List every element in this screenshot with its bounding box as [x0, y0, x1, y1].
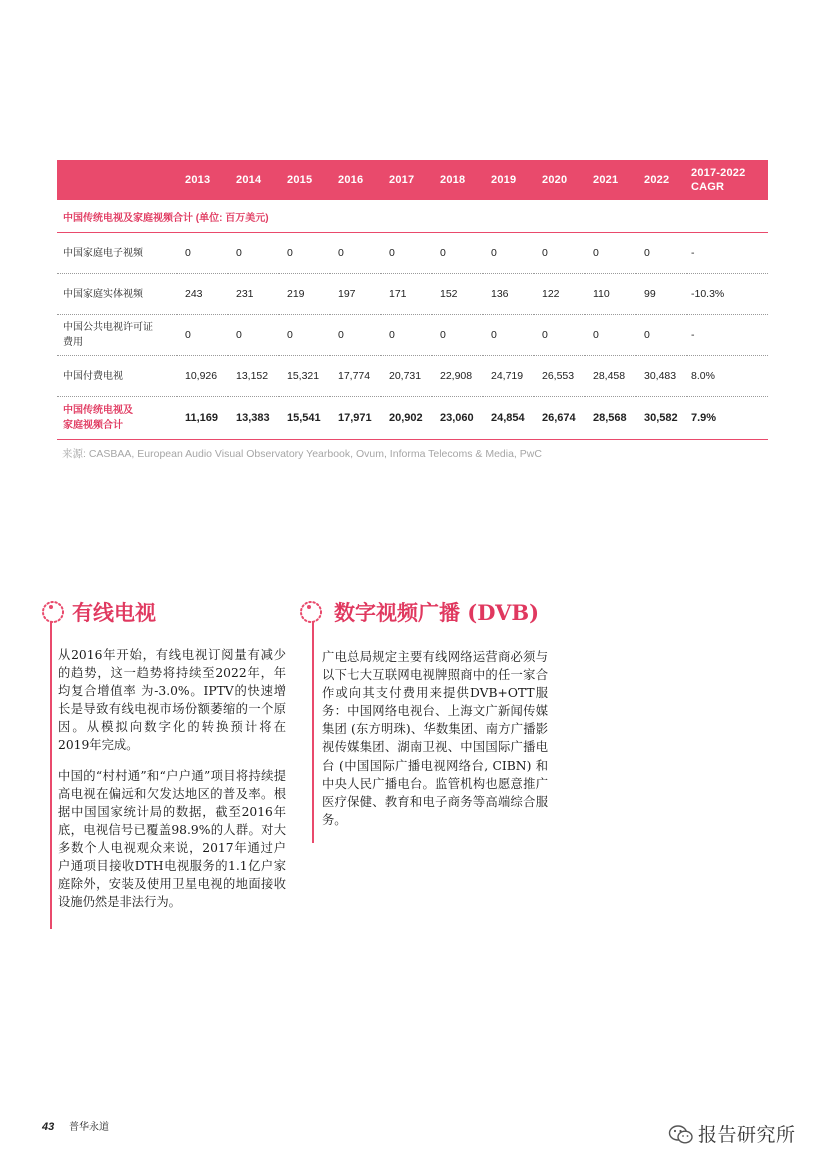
row-value: 0 [177, 315, 228, 356]
total-value: 24,854 [483, 397, 534, 440]
dotted-circle-icon [40, 599, 66, 625]
watermark-text: 报告研究所 [698, 1125, 796, 1146]
cable-tv-title: 有线电视 [72, 600, 156, 625]
row-value: 0 [177, 233, 228, 274]
section-accent-bar [50, 621, 52, 929]
total-value: 15,541 [279, 397, 330, 440]
table-section-title: 中国传统电视及家庭视频合计 (单位: 百万美元) [57, 200, 768, 233]
header-year: 2019 [491, 174, 517, 186]
cable-tv-heading [40, 597, 290, 631]
row-value: 15,321 [279, 356, 330, 397]
row-label-line1: 中国公共电视许可证 [63, 322, 153, 333]
total-value: 30,582 [636, 397, 687, 440]
table-row [57, 274, 768, 315]
header-year: 2020 [542, 174, 568, 186]
row-value: 10,926 [177, 356, 228, 397]
data-table-container [57, 160, 768, 440]
dotted-circle-icon [298, 599, 324, 625]
header-year: 2016 [338, 174, 364, 186]
header-cagr-range: 2017-2022 [691, 167, 746, 179]
dvb-title: 数字视频广播 (DVB) [334, 600, 540, 625]
row-label-line2: 费用 [63, 337, 83, 348]
row-cagr: -10.3% [687, 274, 768, 315]
row-value: 0 [228, 233, 279, 274]
row-value: 0 [483, 315, 534, 356]
table-row [57, 356, 768, 397]
total-value: 20,902 [381, 397, 432, 440]
row-value: 231 [228, 274, 279, 315]
row-value: 110 [585, 274, 636, 315]
row-value: 0 [636, 233, 687, 274]
row-value: 0 [636, 315, 687, 356]
row-cagr: - [687, 315, 768, 356]
header-label-cell [57, 160, 177, 200]
header-year: 2015 [287, 174, 313, 186]
row-value: 22,908 [432, 356, 483, 397]
row-value: 152 [432, 274, 483, 315]
row-value: 28,458 [585, 356, 636, 397]
row-value: 0 [330, 233, 381, 274]
dvb-heading [298, 597, 558, 631]
table-header-row [57, 160, 768, 200]
row-value: 122 [534, 274, 585, 315]
wechat-icon [668, 1124, 694, 1146]
row-label-text: 中国家庭实体视频 [63, 288, 143, 300]
total-label-line2: 家庭视频合计 [63, 420, 123, 431]
cable-tv-section [40, 597, 290, 910]
header-cagr-label: CAGR [691, 181, 725, 193]
tv-revenue-table [57, 160, 768, 440]
row-value: 0 [381, 233, 432, 274]
row-value: 0 [585, 315, 636, 356]
cable-tv-body [58, 646, 286, 923]
row-value: 197 [330, 274, 381, 315]
row-value: 20,731 [381, 356, 432, 397]
row-label [57, 274, 177, 315]
row-value: 0 [381, 315, 432, 356]
row-value: 24,719 [483, 356, 534, 397]
header-year: 2013 [185, 174, 211, 186]
row-label [57, 315, 177, 356]
row-cagr: - [687, 233, 768, 274]
header-year: 2022 [644, 174, 670, 186]
row-label-text: 中国付费电视 [63, 370, 123, 382]
row-value: 17,774 [330, 356, 381, 397]
paragraph: 中国的“村村通”和“户户通”项目将持续提高电视在偏远和欠发达地区的普及率。根据中国国家统计局的数据，截至2016年底，电视信号已覆盖98.9%的人群。对大多数个人电视观众来说，2017年通过户户通项目接收DTH电视服务的1.1亿户家庭除外，安装及使用卫星电视的地面接收设施仍然是非法行为。 [58, 768, 286, 910]
table-section-row [57, 200, 768, 233]
paragraph: 广电总局规定主要有线网络运营商必须与以下七大互联网电视牌照商中的任一家合作或向其支付费用来提供DVB+OTT服务：中国网络电视台、上海文广新闻传媒集团 (东方明珠)、华数集团、南方广播影视传媒集团、湖南卫视、中国国际广播电台 (中国国际广播电视网络台, CIBN) 和中央人民广播电台。监管机构也愿意推广医疗保健、教育和电子商务等高端综合服务。 [322, 650, 548, 827]
row-value: 30,483 [636, 356, 687, 397]
total-value: 17,971 [330, 397, 381, 440]
row-value: 13,152 [228, 356, 279, 397]
dvb-section [298, 597, 558, 827]
total-value: 26,674 [534, 397, 585, 440]
row-value: 243 [177, 274, 228, 315]
row-value: 0 [483, 233, 534, 274]
row-value: 0 [279, 315, 330, 356]
total-value: 23,060 [432, 397, 483, 440]
row-label [57, 356, 177, 397]
row-label-text: 中国家庭电子视频 [63, 247, 143, 259]
table-source-note: 来源: CASBAA, European Audio Visual Observatory Yearbook, Ovum, Informa Telecoms & Media, PwC [62, 448, 542, 460]
page-number: 43 [42, 1121, 55, 1133]
row-value: 0 [279, 233, 330, 274]
total-value: 28,568 [585, 397, 636, 440]
row-cagr: 8.0% [687, 356, 768, 397]
page-footer [42, 1118, 109, 1133]
section-accent-bar [312, 621, 314, 843]
total-label [57, 397, 177, 440]
row-value: 136 [483, 274, 534, 315]
total-value: 13,383 [228, 397, 279, 440]
total-value: 11,169 [177, 397, 228, 440]
row-value: 0 [534, 315, 585, 356]
publisher-name: 普华永道 [69, 1122, 110, 1133]
header-year: 2017 [389, 174, 415, 186]
total-cagr: 7.9% [687, 397, 768, 440]
row-value: 0 [330, 315, 381, 356]
row-label [57, 233, 177, 274]
table-total-row [57, 397, 768, 440]
row-value: 26,553 [534, 356, 585, 397]
header-year: 2014 [236, 174, 262, 186]
total-label-line1: 中国传统电视及 [63, 405, 133, 416]
row-value: 0 [228, 315, 279, 356]
table-row [57, 315, 768, 356]
row-value: 0 [432, 315, 483, 356]
table-row [57, 233, 768, 274]
header-cagr [687, 160, 768, 200]
dvb-body [322, 648, 548, 841]
paragraph: 从2016年开始，有线电视订阅量有减少的趋势，这一趋势将持续至2022年，年均复合增值率 为-3.0%。IPTV的快速增长是导致有线电视市场份额萎缩的一个原因。从模拟向数字化的转换预计将在2019年完成。 [58, 648, 286, 753]
row-value: 0 [432, 233, 483, 274]
row-value: 99 [636, 274, 687, 315]
header-year: 2018 [440, 174, 466, 186]
row-value: 0 [585, 233, 636, 274]
row-value: 171 [381, 274, 432, 315]
row-value: 0 [534, 233, 585, 274]
row-value: 219 [279, 274, 330, 315]
header-year: 2021 [593, 174, 619, 186]
